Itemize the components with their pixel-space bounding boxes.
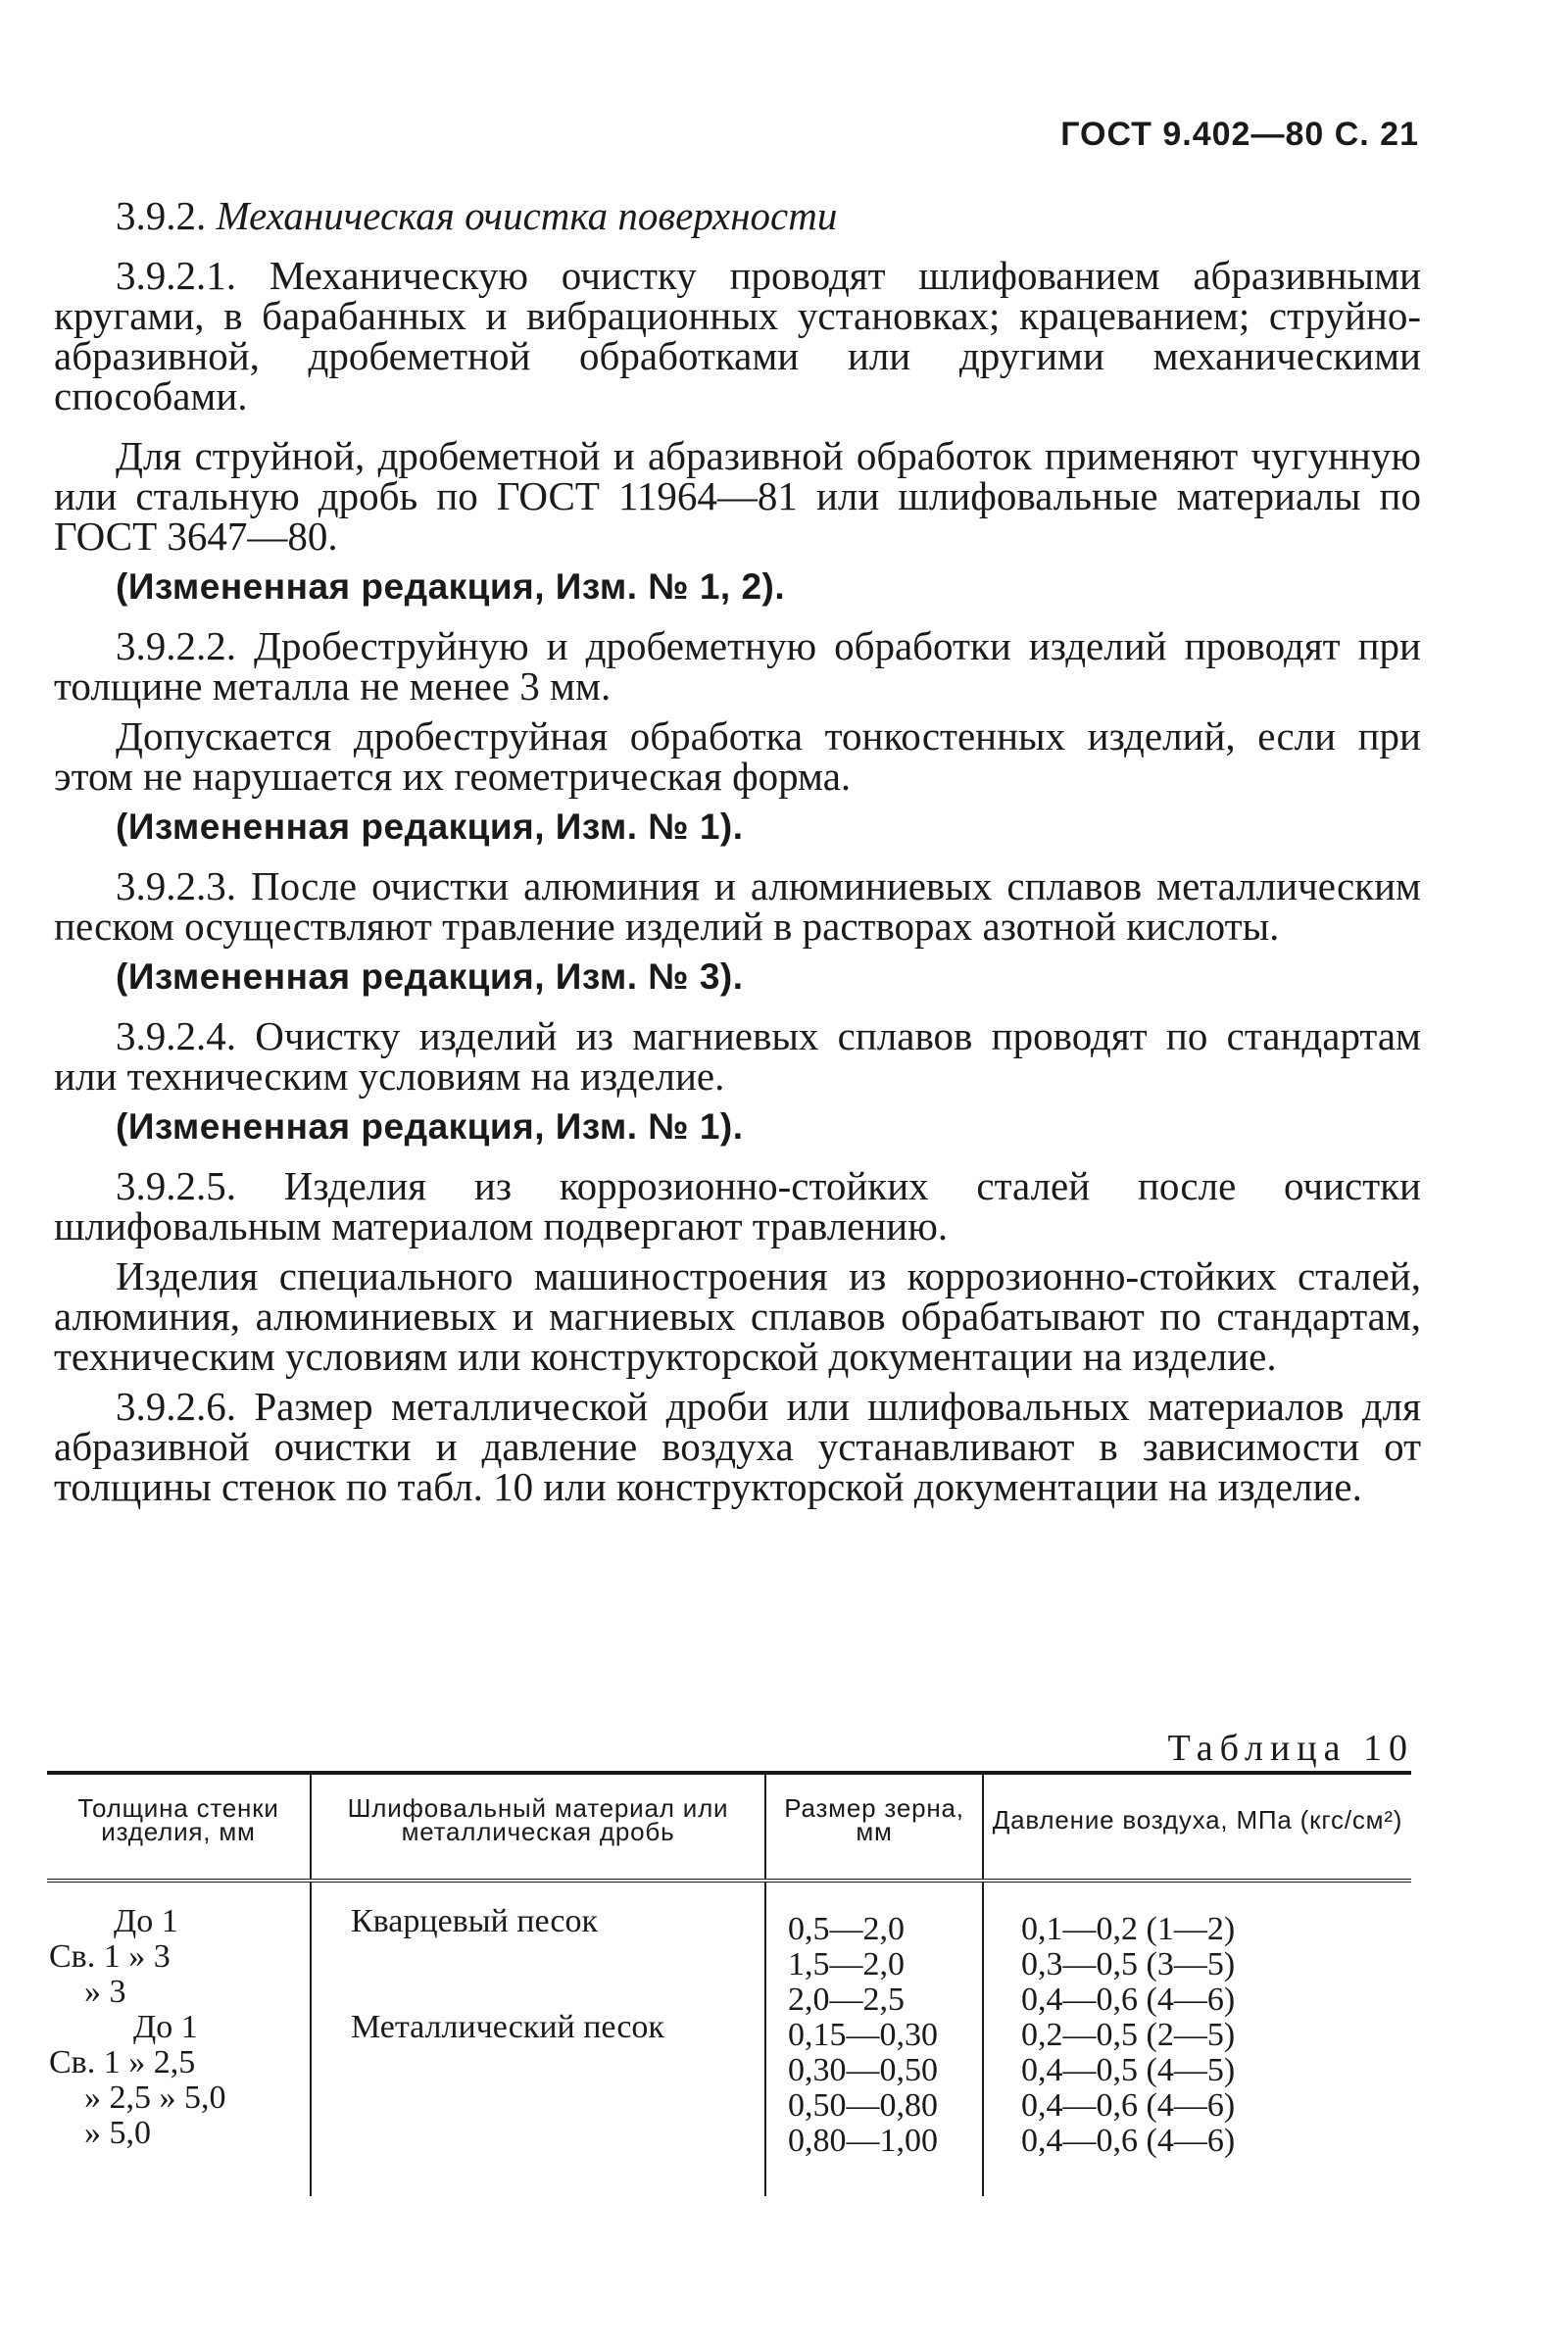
- table-header-cell: Шлифовальный материал или металлическая дробь: [312, 1775, 766, 1879]
- table-cell: Кварцевый песок: [351, 1903, 598, 1939]
- table-cell: [312, 1975, 764, 2010]
- paragraph: 3.9.2.2. Дробеструйную и дробеметную обработки изделий проводят при толщине металла не менее 3 мм.: [54, 623, 1421, 709]
- amendment-note: (Измененная редакция, Изм. № 1).: [116, 807, 744, 847]
- paragraph: 3.9.2.3. После очистки алюминия и алюминиевых сплавов металлическим песком осуществляют травление изделий в растворах азотной кислоты.: [54, 863, 1421, 949]
- table-cell: 0,15—0,30: [788, 2017, 938, 2053]
- table-header-cell: Размер зерна, мм: [766, 1775, 984, 1879]
- table-cell: 0,4—0,5 (4—5): [1021, 2052, 1236, 2088]
- page-header: ГОСТ 9.402—80 С. 21: [1060, 116, 1419, 153]
- thickness-column: [47, 1883, 312, 2196]
- table-cell: 0,2—0,5 (2—5): [1021, 2017, 1236, 2053]
- paragraph: Изделия специального машиностроения из коррозионно-стойких сталей, алюминия, алюминиевых и магниевых сплавов обрабатывают по стандартам, техническим условиям или конструкторской документации на изделие.: [54, 1253, 1421, 1379]
- table-cell: 2,0—2,5: [788, 1982, 905, 2018]
- table-cell: [312, 1939, 764, 1975]
- table-cell: 0,3—0,5 (3—5): [1021, 1946, 1236, 1982]
- table-cell: До 1: [133, 2009, 198, 2045]
- table-header-cell: Давление воздуха, МПа (кгс/см²): [992, 1805, 1403, 1835]
- section-title-number: 3.9.2.: [116, 193, 207, 238]
- table-cell: 1,5—2,0: [788, 1946, 905, 1982]
- table-header-cell: Толщина стенки изделия, мм: [47, 1775, 312, 1879]
- table-cell: » 3: [84, 1974, 126, 2010]
- table-cell: 0,50—0,80: [788, 2087, 938, 2124]
- amendment-note: (Измененная редакция, Изм. № 1, 2).: [116, 566, 786, 607]
- table-caption: Таблица 10: [1167, 1728, 1414, 1769]
- paragraph: 3.9.2.5. Изделия из коррозионно-стойких сталей после очистки шлифовальным материалом подвергают травлению.: [54, 1163, 1421, 1248]
- document-body: [54, 193, 1421, 1527]
- table-cell: Св. 1 » 3: [49, 1938, 171, 1975]
- amendment-note: (Измененная редакция, Изм. № 1).: [116, 1106, 744, 1147]
- amendment-note: (Измененная редакция, Изм. № 3).: [116, 956, 744, 997]
- paragraph: 3.9.2.6. Размер металлической дроби или шлифовальных материалов для абразивной очистки и давление воздуха устанавливают в зависимости от толщины стенок по табл. 10 или конструкторской документации на изделие.: [54, 1384, 1421, 1509]
- table-cell: » 2,5 » 5,0: [84, 2080, 226, 2116]
- section-title: [54, 193, 1421, 238]
- data-table: [47, 1771, 1411, 2196]
- table-cell: 0,4—0,6 (4—6): [1021, 1982, 1236, 2018]
- table-header-row: [47, 1775, 1411, 1883]
- table-cell: 0,5—2,0: [788, 1911, 905, 1947]
- table-cell: 0,4—0,6 (4—6): [1021, 2087, 1236, 2124]
- section-title-text: Механическая очистка поверхности: [216, 193, 838, 238]
- table-cell: 0,30—0,50: [788, 2052, 938, 2088]
- table-body: [47, 1883, 1411, 2196]
- table-cell: До 1: [114, 1903, 178, 1939]
- material-column: [312, 1883, 766, 2196]
- table-cell: 0,1—0,2 (1—2): [1021, 1911, 1236, 1947]
- table-cell: » 5,0: [84, 2115, 151, 2151]
- table-cell: 0,4—0,6 (4—6): [1021, 2123, 1236, 2159]
- paragraph: Допускается дробеструйная обработка тонкостенных изделий, если при этом не нарушается их геометрическая форма.: [54, 713, 1421, 799]
- paragraph: 3.9.2.1. Механическую очистку проводят шлифованием абразивными кругами, в барабанных и вибрационных установках; крацеванием; струйно-абразивной, дробеметной обработками или другими механическими способами.: [54, 253, 1421, 418]
- table-cell: Металлический песок: [351, 2009, 664, 2045]
- table-cell: 0,80—1,00: [788, 2123, 938, 2159]
- paragraph: Для струйной, дробеметной и абразивной обработок применяют чугунную или стальную дробь по ГОСТ 11964—81 или шлифовальные материалы по ГОСТ 3647—80.: [54, 433, 1421, 559]
- grain-size-column: [766, 1883, 984, 2196]
- table-cell: Св. 1 » 2,5: [49, 2044, 196, 2080]
- air-pressure-column: [984, 1883, 1411, 2196]
- paragraph: 3.9.2.4. Очистку изделий из магниевых сплавов проводят по стандартам или техническим условиям на изделие.: [54, 1013, 1421, 1099]
